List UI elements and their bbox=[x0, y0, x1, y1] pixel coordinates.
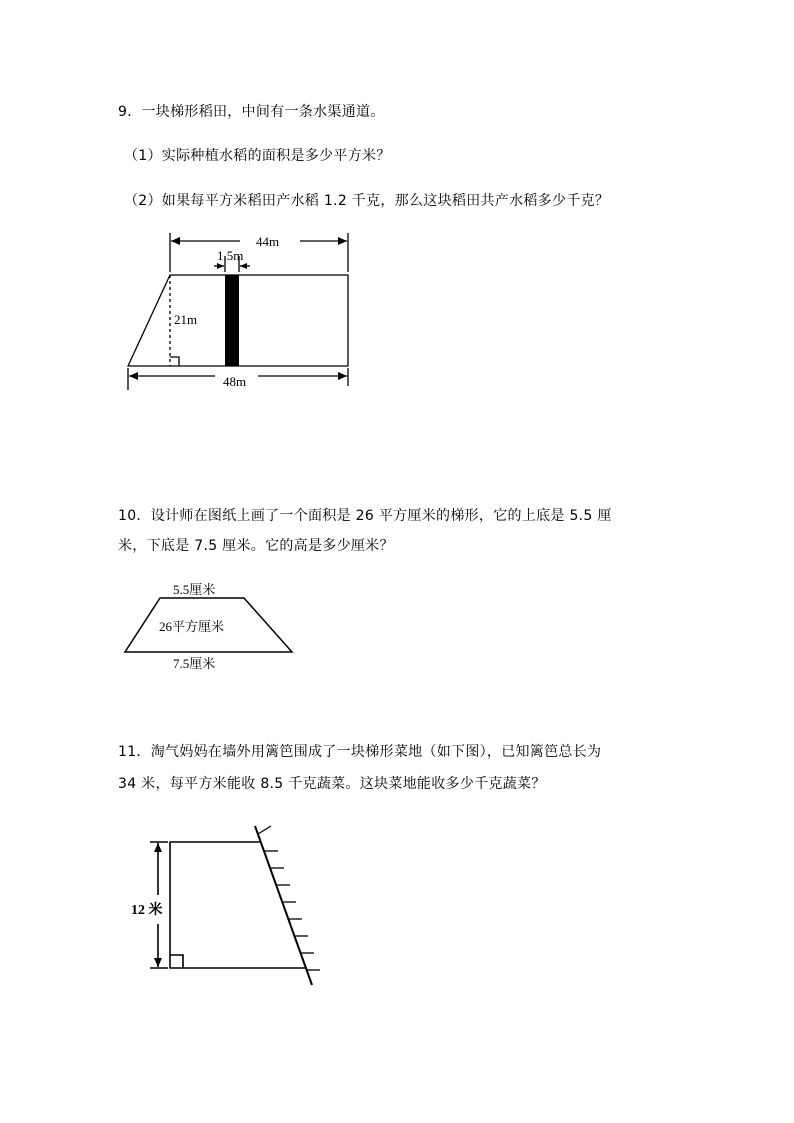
q11-line1: 11．淘气妈妈在墙外用篱笆围成了一块梯形菜地（如下图），已知篱笆总长为 bbox=[118, 744, 602, 760]
q11-wall bbox=[255, 826, 312, 985]
q11-right-angle bbox=[170, 955, 183, 968]
q9-top-label: 44m bbox=[256, 234, 280, 249]
q9-title: 9．一块梯形稻田，中间有一条水渠通道。 bbox=[118, 104, 385, 120]
q9-part2: （2）如果每平方米稻田产水稻 1.2 千克，那么这块稻田共产水稻多少千克？ bbox=[124, 193, 610, 209]
q9-bottom-label: 48m bbox=[223, 374, 247, 389]
q9-channel-label: 1.5m bbox=[217, 248, 244, 263]
q10-bottom-label: 7.5厘米 bbox=[173, 656, 216, 671]
q11-figure bbox=[150, 826, 320, 985]
q11-line2: 34 米，每平方米能收 8.5 千克蔬菜。这块菜地能收多少千克蔬菜？ bbox=[118, 776, 546, 792]
q10-line2: 米，下底是 7.5 厘米。它的高是多少厘米？ bbox=[118, 538, 394, 554]
q10-top-label: 5.5厘米 bbox=[173, 582, 216, 597]
q10-area-label: 26平方厘米 bbox=[159, 619, 225, 634]
q9-height-label: 21m bbox=[174, 312, 198, 327]
q10-line1: 10．设计师在图纸上画了一个面积是 26 平方厘米的梯形，它的上底是 5.5 厘 bbox=[118, 508, 612, 524]
q9-channel bbox=[225, 275, 239, 366]
q11-wall-hatches bbox=[258, 826, 320, 970]
q11-height-label: 12 米 bbox=[131, 903, 163, 918]
q11-fence bbox=[170, 842, 307, 968]
q9-part1: （1）实际种植水稻的面积是多少平方米？ bbox=[124, 148, 391, 164]
q9-right-angle bbox=[170, 357, 179, 366]
